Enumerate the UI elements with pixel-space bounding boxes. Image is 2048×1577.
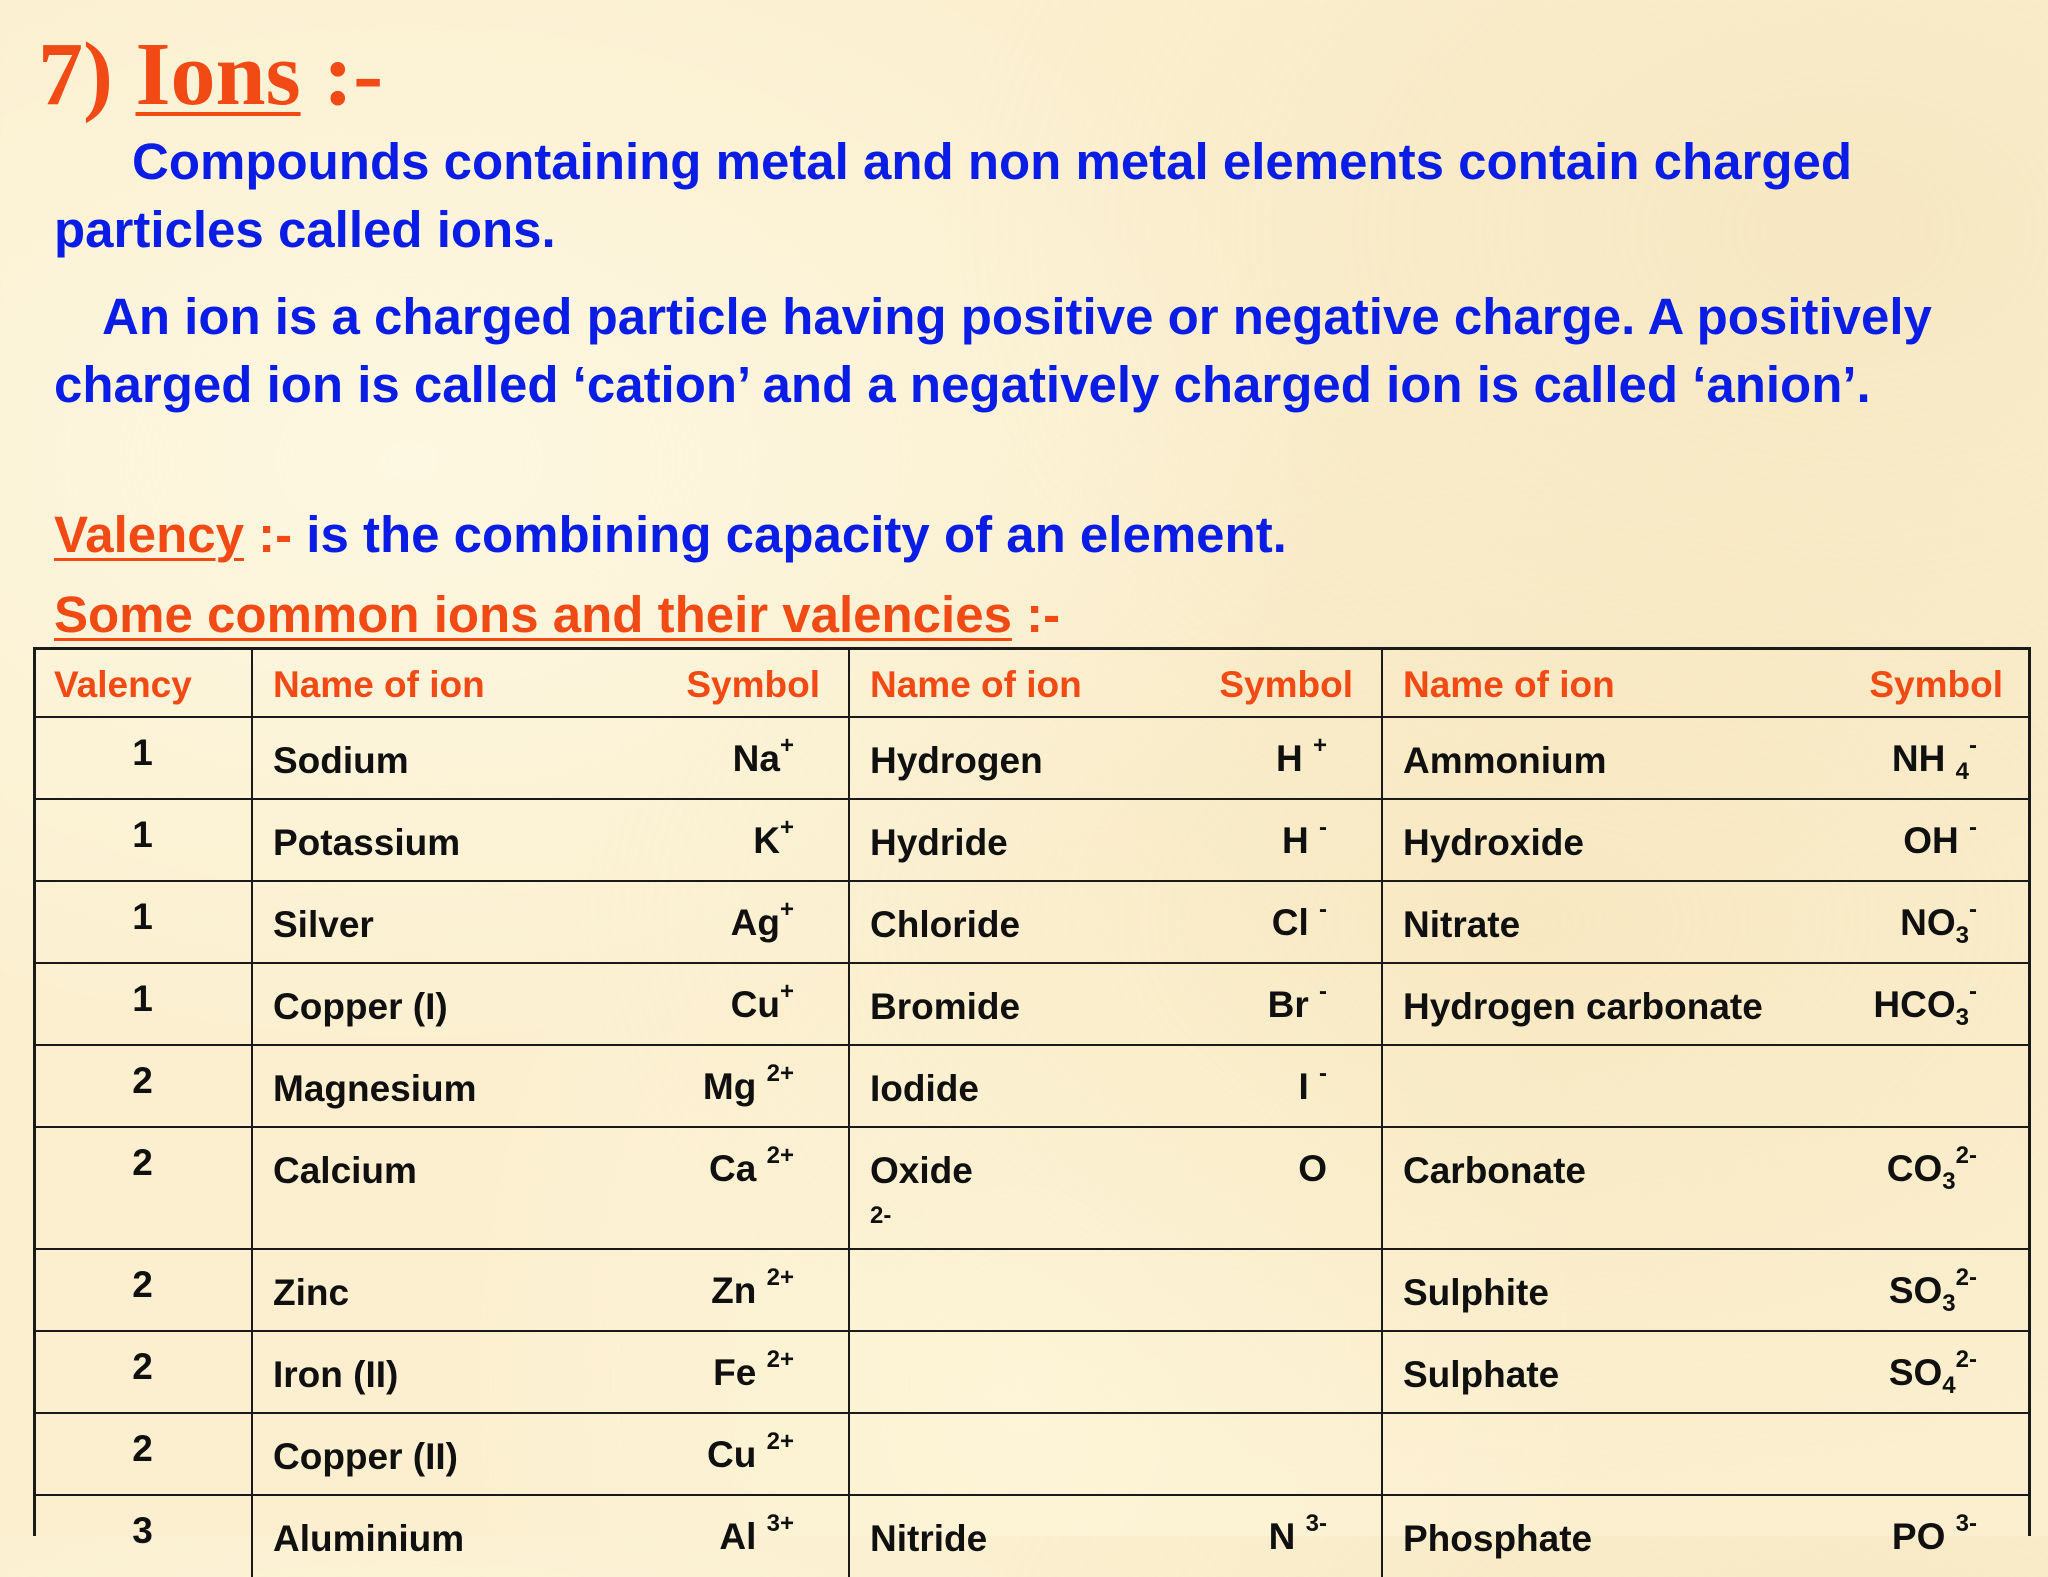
ion-symbol-subscript: 3 <box>1942 1167 1956 1195</box>
ion-name-cell <box>252 717 648 799</box>
ion-symbol-charge: 3+ <box>766 1509 794 1537</box>
ion-symbol-cell <box>1794 1331 2031 1413</box>
ion-symbol: Zn <box>711 1269 767 1311</box>
ion-name-cell <box>849 1127 1182 1249</box>
ion-name-cell <box>849 1331 1182 1413</box>
ion-symbol: Cl <box>1271 901 1319 943</box>
ion-name-cell <box>252 963 648 1045</box>
ion-symbol-cell <box>1182 963 1382 1045</box>
ion-symbol-charge: + <box>1312 731 1327 759</box>
ion-name-cell <box>1382 963 1794 1045</box>
ion-symbol: K <box>753 819 780 861</box>
ion-name: Bromide <box>870 985 1021 1027</box>
ion-name: Copper (I) <box>273 985 448 1027</box>
ion-symbol-cell <box>648 1413 849 1495</box>
ion-symbol: Mg <box>702 1065 767 1107</box>
ion-symbol: Al <box>719 1515 767 1557</box>
ion-name: Iron (II) <box>273 1353 399 1395</box>
ion-name-cell <box>849 1045 1182 1127</box>
table-row <box>34 1413 2031 1495</box>
ion-symbol-cell <box>1182 1413 1382 1495</box>
column-header: Symbol <box>648 649 849 717</box>
ion-symbol-cell <box>1794 963 2031 1045</box>
column-header: Symbol <box>1182 649 1382 717</box>
ion-name-cell <box>1382 1413 1794 1495</box>
ion-symbol: NH <box>1891 737 1956 779</box>
table-row <box>34 717 2031 799</box>
ion-symbol-cell <box>1794 881 2031 963</box>
ion-symbol: Cu <box>707 1433 767 1475</box>
table-heading <box>54 582 2014 648</box>
ion-symbol: CO <box>1886 1147 1943 1189</box>
ion-symbol-charge: 2+ <box>766 1427 794 1455</box>
column-header: Symbol <box>1869 664 2003 705</box>
ion-name: Hydrogen carbonate <box>1403 985 1763 1027</box>
ion-name-cell <box>1382 881 1794 963</box>
ion-name: Oxide <box>870 1149 973 1191</box>
ion-symbol-charge: - <box>1319 1059 1327 1087</box>
ion-symbol: SO <box>1888 1269 1943 1311</box>
ion-symbol: Na <box>732 737 780 779</box>
ion-symbol: HCO <box>1873 983 1956 1025</box>
ion-name: Sulphate <box>1403 1353 1560 1395</box>
column-header: Name of ion <box>1403 664 1615 705</box>
ion-name-cell <box>849 881 1182 963</box>
valency-definition <box>54 502 2014 568</box>
valency-cell: 1 <box>34 717 252 799</box>
ion-symbol: Ag <box>730 901 780 943</box>
ion-symbol-charge: 2+ <box>766 1141 794 1169</box>
ion-symbol-cell <box>1182 799 1382 881</box>
ion-name-cell <box>1382 1331 1794 1413</box>
ions-table <box>34 647 2031 1577</box>
ion-symbol-charge: - <box>1969 895 1977 923</box>
table-row <box>34 963 2031 1045</box>
table-body <box>34 717 2031 1577</box>
ion-name: Calcium <box>273 1149 417 1191</box>
ion-symbol-cell <box>648 1331 849 1413</box>
ion-symbol-cell <box>1794 1249 2031 1331</box>
ion-symbol-cell <box>1182 717 1382 799</box>
table-header-row <box>34 649 2031 717</box>
slide-title <box>38 22 383 128</box>
ion-name: Silver <box>273 903 374 945</box>
ion-symbol-cell <box>648 881 849 963</box>
table-row <box>34 1045 2031 1127</box>
ion-name: Sodium <box>273 739 409 781</box>
ion-name: Chloride <box>870 903 1021 945</box>
ion-symbol: PO <box>1891 1515 1956 1557</box>
ion-name: Ammonium <box>1403 739 1607 781</box>
ion-symbol-charge: + <box>779 813 794 841</box>
table-row <box>34 1127 2031 1249</box>
ion-symbol-cell <box>1794 717 2031 799</box>
ion-symbol-cell <box>1182 1127 1382 1249</box>
table-row <box>34 1249 2031 1331</box>
ion-symbol-cell <box>1182 1045 1382 1127</box>
valency-cell: 1 <box>34 799 252 881</box>
ion-name: Nitride <box>870 1517 988 1559</box>
ion-symbol-cell <box>1794 799 2031 881</box>
ion-name-cell <box>1382 1045 1794 1127</box>
table-row <box>34 881 2031 963</box>
ion-symbol-charge: - <box>1969 977 1977 1005</box>
ion-symbol-cell <box>1794 1413 2031 1495</box>
ion-symbol-cell <box>1794 1045 2031 1127</box>
ion-name: Carbonate <box>1403 1149 1586 1191</box>
ion-name-cell <box>252 1045 648 1127</box>
ion-name-cell <box>1382 717 1794 799</box>
valency-cell: 2 <box>34 1045 252 1127</box>
ion-name: Nitrate <box>1403 903 1521 945</box>
ion-name: Hydroxide <box>1403 821 1584 863</box>
ion-name-cell <box>849 1413 1182 1495</box>
ion-name: Phosphate <box>1403 1517 1593 1559</box>
valency-cell: 2 <box>34 1413 252 1495</box>
ion-symbol-subscript: 4 <box>1955 757 1969 785</box>
ion-symbol-cell <box>1182 1249 1382 1331</box>
title-word: Ions <box>135 25 301 124</box>
ion-name: Zinc <box>273 1271 350 1313</box>
ion-name: Iodide <box>870 1067 979 1109</box>
valency-term: Valency <box>54 506 244 563</box>
ion-symbol-cell <box>648 799 849 881</box>
column-header: Name of ion <box>273 664 485 705</box>
ion-symbol-charge: 2- <box>1955 1345 1977 1373</box>
ion-symbol-subscript: 3 <box>1942 1289 1956 1317</box>
ion-symbol-subscript: 3 <box>1955 1003 1969 1031</box>
paragraph-ion-definition: An ion is a charged particle having positive or negative charge. A positively charged ion is called ‘cation’ and a negatively charged ion is called ‘anion’. <box>54 288 1932 413</box>
ion-name-cell <box>849 963 1182 1045</box>
ion-symbol-charge: 3- <box>1955 1509 1977 1537</box>
ion-symbol-cell <box>648 717 849 799</box>
ion-symbol-charge: 2- <box>1955 1141 1977 1169</box>
valency-cell: 2 <box>34 1249 252 1331</box>
ion-symbol: Cu <box>730 983 780 1025</box>
ion-symbol-charge: - <box>1969 731 1977 759</box>
ion-symbol: Br <box>1267 983 1319 1025</box>
ion-symbol-charge: + <box>779 895 794 923</box>
table-row <box>34 799 2031 881</box>
ion-symbol-charge: 2- <box>1955 1263 1977 1291</box>
ion-symbol: H <box>1282 819 1319 861</box>
ion-symbol: Fe <box>713 1351 767 1393</box>
valency-cell: 3 <box>34 1495 252 1577</box>
title-suffix: :- <box>300 25 384 124</box>
ion-symbol-charge: 2+ <box>766 1345 794 1373</box>
title-number: 7) <box>38 25 113 124</box>
ion-symbol: OH <box>1903 819 1969 861</box>
ion-symbol-cell <box>1182 1331 1382 1413</box>
ion-name-cell <box>252 1249 648 1331</box>
ion-name-cell <box>849 1249 1182 1331</box>
ion-symbol: NO <box>1900 901 1956 943</box>
ion-symbol-subscript: 3 <box>1955 921 1969 949</box>
ion-symbol-charge: - <box>1319 977 1327 1005</box>
ion-symbol-cell <box>648 1045 849 1127</box>
ion-symbol-cell <box>648 1249 849 1331</box>
ion-name-cell <box>849 717 1182 799</box>
ion-name-cell <box>1382 1249 1794 1331</box>
ion-name-cell <box>252 1413 648 1495</box>
ion-symbol: SO <box>1888 1351 1943 1393</box>
column-header: Valency <box>34 649 252 717</box>
ion-symbol-subscript: 4 <box>1942 1371 1956 1399</box>
ion-symbol-charge: 2+ <box>766 1263 794 1291</box>
valency-separator: :- <box>243 506 293 563</box>
ion-name-cell <box>1382 799 1794 881</box>
ion-symbol: I <box>1298 1065 1319 1107</box>
ion-symbol: H <box>1275 737 1313 779</box>
ion-name: Copper (II) <box>273 1435 458 1477</box>
paragraph-ions-intro: Compounds containing metal and non metal elements contain charged particles called ions. <box>54 133 1853 258</box>
valency-cell: 1 <box>34 881 252 963</box>
valency-definition-text: is the combining capacity of an element. <box>292 506 1287 563</box>
valency-cell: 1 <box>34 963 252 1045</box>
ion-name-cell <box>1382 1127 1794 1249</box>
ion-symbol-charge: + <box>779 977 794 1005</box>
ion-name-cell <box>252 1127 648 1249</box>
ion-symbol-charge: + <box>779 731 794 759</box>
ion-symbol-cell <box>648 963 849 1045</box>
ion-name: Potassium <box>273 821 461 863</box>
ion-name: Magnesium <box>273 1067 477 1109</box>
table-heading-text: Some common ions and their valencies <box>54 586 1012 643</box>
ion-name-cell <box>252 881 648 963</box>
ion-symbol-charge: - <box>1969 813 1977 841</box>
valency-cell: 2 <box>34 1331 252 1413</box>
ion-symbol-cell <box>1182 881 1382 963</box>
ion-charge-note: 2- <box>870 1201 892 1229</box>
table-heading-suffix: :- <box>1011 586 1061 643</box>
ion-name: Hydride <box>870 821 1008 863</box>
ion-symbol-charge: 2+ <box>766 1059 794 1087</box>
ion-symbol-charge: 3- <box>1305 1509 1327 1537</box>
valency-cell: 2 <box>34 1127 252 1249</box>
ion-symbol-charge: - <box>1319 895 1327 923</box>
ion-symbol: O <box>1298 1147 1327 1189</box>
ion-symbol-cell <box>1794 1127 2031 1249</box>
ion-symbol: N <box>1268 1515 1306 1557</box>
ion-name: Aluminium <box>273 1517 465 1559</box>
ion-symbol-charge: - <box>1319 813 1327 841</box>
ion-symbol-cell <box>648 1127 849 1249</box>
ion-name: Sulphite <box>1403 1271 1549 1313</box>
column-header: Name of ion <box>870 664 1082 705</box>
table-row <box>34 1331 2031 1413</box>
ion-name: Hydrogen <box>870 739 1043 781</box>
ion-symbol: Ca <box>709 1147 767 1189</box>
ion-name-cell <box>252 799 648 881</box>
ion-name-cell <box>252 1331 648 1413</box>
ion-name-cell <box>849 799 1182 881</box>
